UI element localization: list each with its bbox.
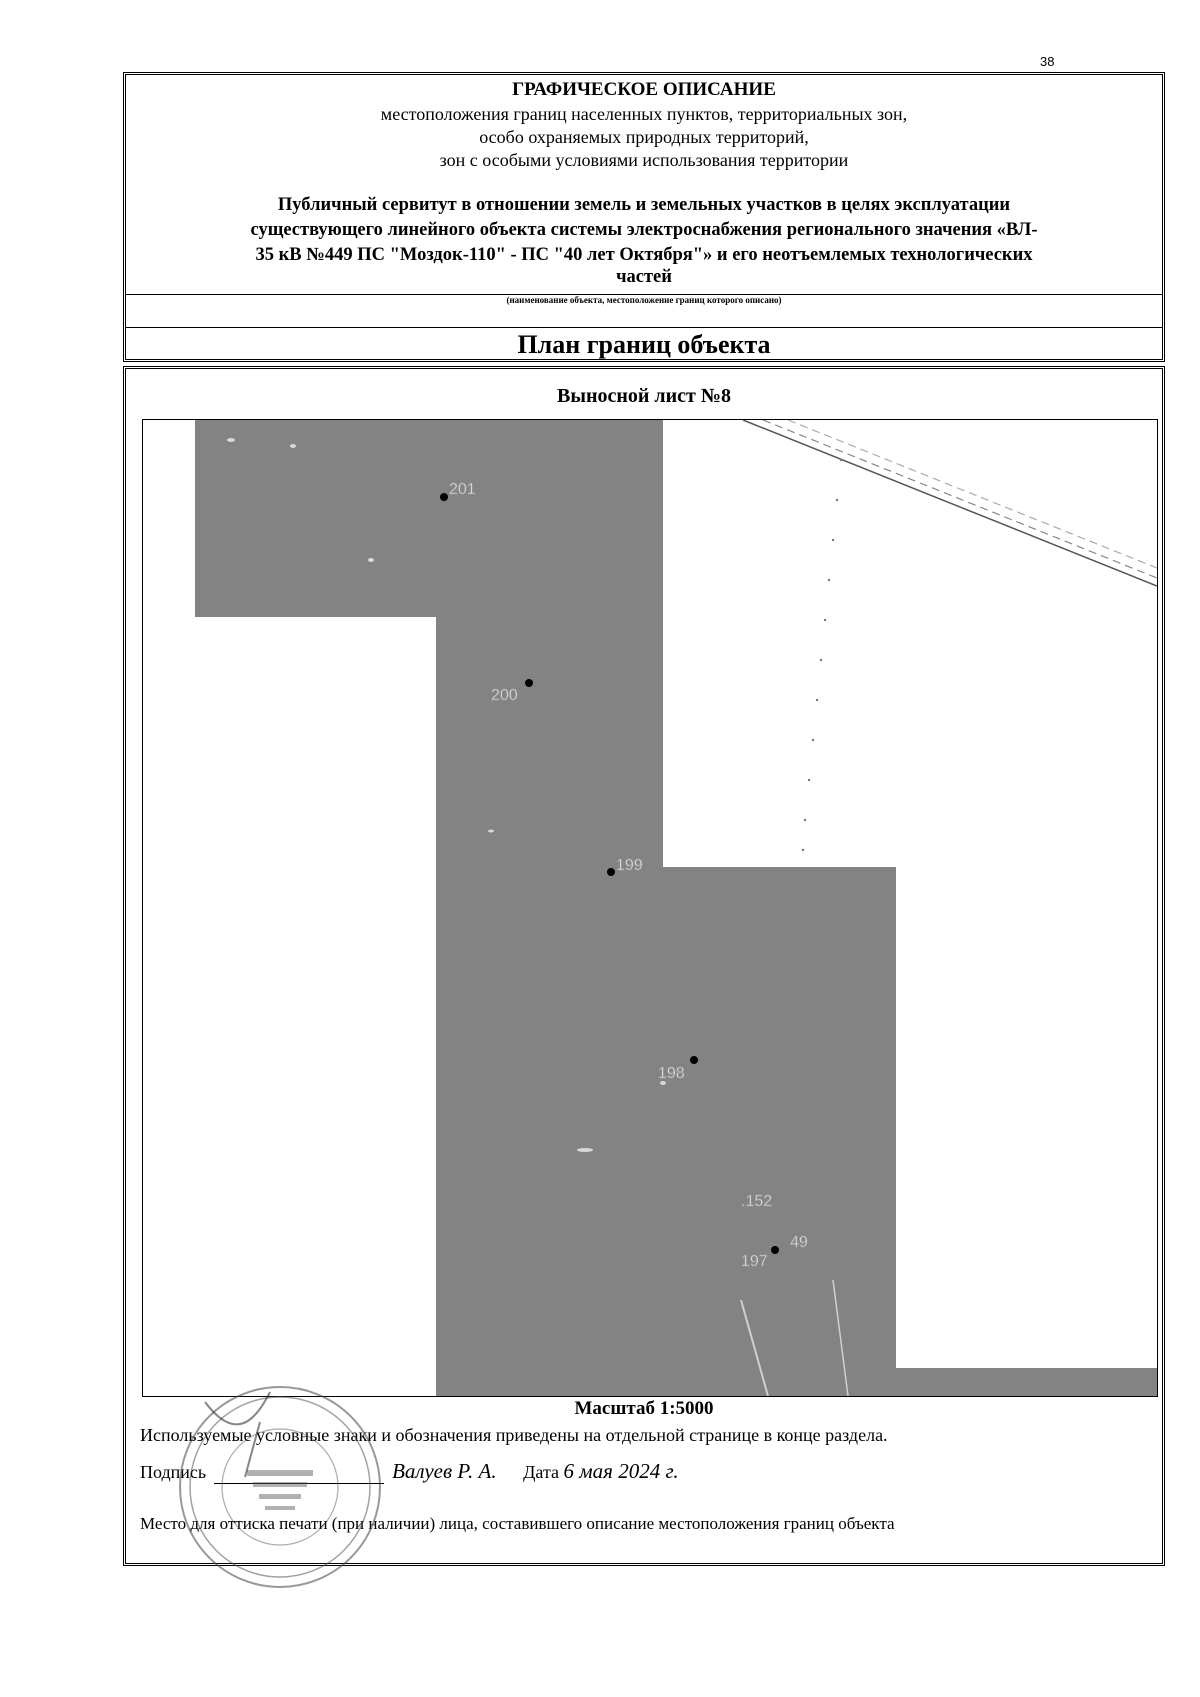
scale-label: Масштаб 1:5000 [574, 1398, 714, 1419]
subtitle-line-1: местоположения границ населенных пунктов, территориальных зон, [380, 104, 908, 124]
stamp-note: Место для оттиска печати (при наличии) лица, составившего описание местоположения границ объекта [140, 1514, 895, 1533]
object-caption: (наименование объекта, местоположение границ которого описано) [506, 295, 782, 305]
point-marker-49 [771, 1246, 779, 1254]
point-label-198: 198 [658, 1065, 685, 1082]
road-line [743, 420, 1157, 586]
map-extract [142, 419, 1158, 1397]
date-label: Дата [523, 1462, 560, 1482]
page-number: 38 [1040, 54, 1055, 69]
point-label-200: 200 [491, 687, 518, 704]
road-line [788, 420, 1157, 568]
point-label-152: .152 [741, 1193, 773, 1210]
easement-zone [195, 420, 1157, 1396]
point-marker-198 [690, 1056, 698, 1064]
point-label-197: 197 [741, 1253, 768, 1270]
header-frame [123, 72, 1165, 362]
road-line [763, 420, 1157, 578]
subtitle-line-2: особо охраняемых природных территорий, [479, 127, 809, 147]
map-drawing [143, 420, 1157, 1396]
object-line-1: Публичный сервитут в отношении земель и земельных участков в целях эксплуатации [277, 195, 1011, 215]
seal-stamp [175, 1382, 385, 1592]
object-line-2: существующего линейного объекта системы электроснабжения регионального значения «ВЛ- [250, 220, 1038, 240]
point-marker-201 [440, 493, 448, 501]
point-label-49: 49 [790, 1234, 808, 1251]
point-marker-199 [607, 868, 615, 876]
point-marker-200 [525, 679, 533, 687]
date-value: 6 мая 2024 г. [563, 1459, 679, 1483]
signer-name: Валуев Р. А. [392, 1459, 497, 1483]
document-title: ГРАФИЧЕСКОЕ ОПИСАНИЕ [512, 79, 776, 100]
object-line-3: 35 кВ №449 ПС "Моздок-110" - ПС "40 лет Октября"» и его неотъемлемых технологических [255, 245, 1033, 265]
dotted-line [802, 459, 842, 851]
sheet-title: Выносной лист №8 [557, 385, 731, 407]
object-line-4: частей [616, 267, 672, 287]
signature-label: Подпись [140, 1462, 207, 1482]
subtitle-line-3: зон с особыми условиями использования территории [439, 150, 849, 170]
plan-title: План границ объекта [517, 330, 771, 359]
point-label-199: 199 [616, 857, 643, 874]
object-name [146, 193, 1142, 290]
divider [126, 327, 1162, 328]
legend-note: Используемые условные знаки и обозначения приведены на отдельной странице в конце раздела. [140, 1425, 888, 1445]
point-label-201: 201 [449, 481, 476, 498]
